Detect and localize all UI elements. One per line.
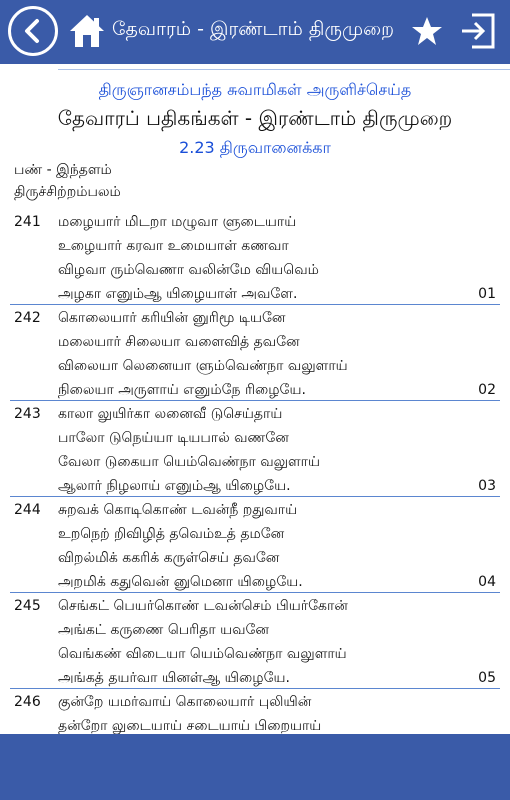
pann-label: பண் - இந்தளம் <box>14 162 112 178</box>
verse-line: காலா லுயிர்கா லனைவீ டுசெய்தாய் <box>58 406 283 422</box>
verse-divider <box>10 592 500 593</box>
verse-divider <box>10 304 500 305</box>
verse-number: 245 <box>14 598 41 614</box>
verse-block <box>0 502 510 598</box>
verse-line: அழகா எனும்ஆ யிழையாள் அவளே. <box>58 286 298 302</box>
verse-number: 243 <box>14 406 41 422</box>
verse-line: அங்கத் தயர்வா யினள்ஆ யிழையே. <box>58 670 290 686</box>
verse-line: விலையா லெனையா ளும்வெண்நா வலுளாய் <box>58 358 348 374</box>
verse-divider <box>10 496 500 497</box>
top-app-bar <box>0 0 510 64</box>
verse-end-number: 05 <box>478 670 496 686</box>
verse-line: விறல்மிக் ககரிக் கருள்செய் தவனே <box>58 550 280 566</box>
verse-line: விழவா ரும்வெணா வலின்மே வியவெம் <box>58 262 319 278</box>
verse-line: ஆலார் நிழலாய் எனும்ஆ யிழையே. <box>58 478 291 494</box>
verse-line: அறமிக் கதுவென் னுமெனா யிழையே. <box>58 574 303 590</box>
verse-line: குன்றே யமர்வாய் கொலையார் புலியின் <box>58 694 312 710</box>
verse-number: 244 <box>14 502 41 518</box>
verse-line: மலையார் சிலையா வளைவித் தவனே <box>58 334 300 350</box>
exit-icon <box>458 12 498 50</box>
verse-end-number: 02 <box>478 382 496 398</box>
verse-line: பாலோ டுநெய்யா டியபால் வணனே <box>58 430 289 446</box>
star-icon <box>410 14 444 48</box>
back-circle-icon <box>20 18 46 44</box>
back-button[interactable] <box>8 6 58 56</box>
verse-block <box>0 694 510 734</box>
verse-number: 242 <box>14 310 41 326</box>
verse-end-number: 03 <box>478 478 496 494</box>
exit-button[interactable] <box>458 12 498 50</box>
divider <box>58 69 510 70</box>
verse-line: செங்கட் பெயர்கொண் டவன்செம் பியர்கோன் <box>58 598 348 614</box>
verse-block <box>0 310 510 406</box>
verse-divider <box>10 688 500 689</box>
verse-line: நிலையா அருளாய் எனும்நே ரிழையே. <box>58 382 306 398</box>
author-line: திருஞானசம்பந்த சுவாமிகள் அருளிச்செய்த <box>98 80 412 99</box>
thiruchitrambalam-label: திருச்சிற்றம்பலம் <box>14 184 121 200</box>
verse-line: உழையார் கரவா உமையாள் கணவா <box>58 238 289 254</box>
verse-line: தன்றோ லுடையாய் சடையாய் பிறையாய் <box>58 718 322 734</box>
home-button[interactable] <box>68 12 106 50</box>
verse-line: வேலா டுகையா யெம்வெண்நா வலுளாய் <box>58 454 320 470</box>
home-icon <box>68 12 106 50</box>
favorite-button[interactable] <box>410 14 444 48</box>
verse-block <box>0 214 510 310</box>
verse-line: கொலையார் கரியின் னுரிமூ டியனே <box>58 310 286 326</box>
verse-line: அங்கட் கருணை பெரிதா யவனே <box>58 622 270 638</box>
verse-end-number: 04 <box>478 574 496 590</box>
verse-number: 241 <box>14 214 41 230</box>
verse-line: சுறவக் கொடிகொண் டவன்நீ றதுவாய் <box>58 502 298 518</box>
verse-line: உறநெற் றிவிழித் தவெம்உத் தமனே <box>58 526 285 542</box>
hymn-content[interactable] <box>0 64 510 734</box>
verse-block <box>0 406 510 502</box>
verse-line: வெங்கண் விடையா யெம்வெண்நா வலுளாய் <box>58 646 347 662</box>
verse-number: 246 <box>14 694 41 710</box>
verse-end-number: 01 <box>478 286 496 302</box>
page-title: தேவாரப் பதிகங்கள் - இரண்டாம் திருமுறை <box>57 106 453 130</box>
verse-divider <box>10 400 500 401</box>
verse-block <box>0 598 510 694</box>
bottom-bar <box>0 734 510 800</box>
hymn-title: 2.23 திருவானைக்கா <box>179 138 331 157</box>
verse-line: மழையார் மிடறா மழுவா ளுடையாய் <box>58 214 297 230</box>
app-title: தேவாரம் - இரண்டாம் திருமுறை <box>112 18 395 40</box>
